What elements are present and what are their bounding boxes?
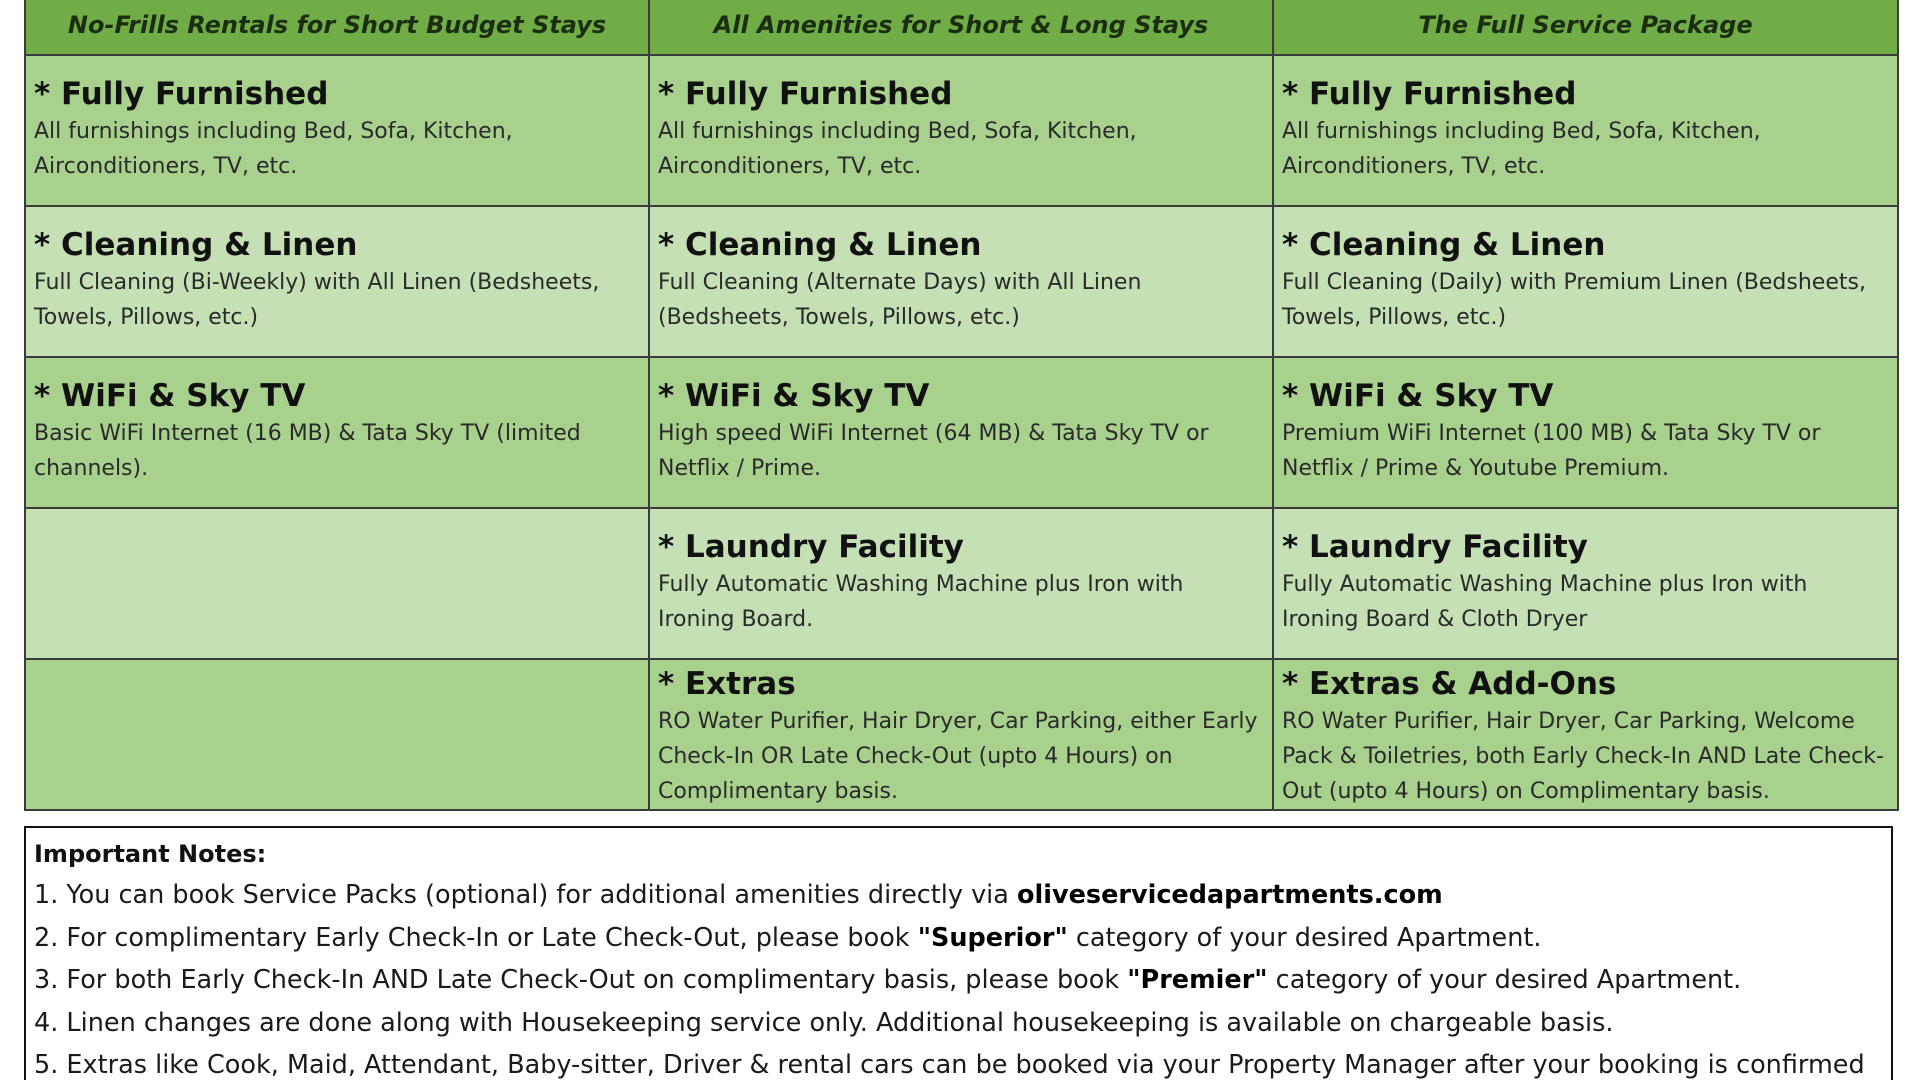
cell-description: RO Water Purifier, Hair Dryer, Car Parking, Welcome Pack & Toiletries, both Early Check-In AND Late Check-Out (upto 4 Hours) on Complimentary basis. <box>1282 709 1884 804</box>
note-emphasis: "Superior" <box>917 922 1068 953</box>
table-cell <box>25 206 649 357</box>
cell-description: All furnishings including Bed, Sofa, Kitchen, Airconditioners, TV, etc. <box>658 119 1137 179</box>
cell-title: * WiFi & Sky TV <box>34 378 306 414</box>
cell-description: RO Water Purifier, Hair Dryer, Car Parking, either Early Check-In OR Late Check-Out (upto 4 Hours) on Complimentary basis. <box>658 709 1258 804</box>
cell-title: * Cleaning & Linen <box>34 227 358 263</box>
table-row-furnished <box>25 55 1898 206</box>
column-header-no-frills: No-Frills Rentals for Short Budget Stays <box>25 0 649 55</box>
cell-description: Full Cleaning (Daily) with Premium Linen (Bedsheets, Towels, Pillows, etc.) <box>1282 270 1866 330</box>
table-cell <box>649 55 1273 206</box>
note-item-3 <box>34 959 1883 1002</box>
cell-title: * Laundry Facility <box>658 529 964 565</box>
cell-description: Full Cleaning (Alternate Days) with All Linen (Bedsheets, Towels, Pillows, etc.) <box>658 270 1142 330</box>
amenities-comparison-table <box>24 0 1899 811</box>
table-row-wifi <box>25 357 1898 508</box>
table-cell <box>1273 357 1898 508</box>
cell-title: * WiFi & Sky TV <box>658 378 930 414</box>
table-cell-empty <box>25 659 649 810</box>
column-header-all-amenities: All Amenities for Short & Long Stays <box>649 0 1273 55</box>
note-text: 3. For both Early Check-In AND Late Check-Out on complimentary basis, please book <box>34 965 1128 995</box>
note-text: category of your desired Apartment. <box>1267 965 1742 995</box>
cell-title: * Extras & Add-Ons <box>1282 666 1617 702</box>
important-notes-box <box>24 826 1893 1080</box>
cell-title: * WiFi & Sky TV <box>1282 378 1554 414</box>
cell-description: Basic WiFi Internet (16 MB) & Tata Sky TV (limited channels). <box>34 421 581 481</box>
cell-description: High speed WiFi Internet (64 MB) & Tata Sky TV or Netflix / Prime. <box>658 421 1209 481</box>
cell-description: Full Cleaning (Bi-Weekly) with All Linen (Bedsheets, Towels, Pillows, etc.) <box>34 270 600 330</box>
cell-description: Premium WiFi Internet (100 MB) & Tata Sky TV or Netflix / Prime & Youtube Premium. <box>1282 421 1821 481</box>
note-item-5 <box>34 1044 1883 1080</box>
cell-description: Fully Automatic Washing Machine plus Iron with Ironing Board & Cloth Dryer <box>1282 572 1808 632</box>
table-cell <box>1273 508 1898 659</box>
cell-title: * Cleaning & Linen <box>1282 227 1606 263</box>
table-header-row <box>25 0 1898 55</box>
cell-title: * Cleaning & Linen <box>658 227 982 263</box>
note-text: 1. You can book Service Packs (optional) for additional amenities directly via <box>34 880 1017 910</box>
table-cell <box>25 357 649 508</box>
note-item-1 <box>34 874 1883 917</box>
note-item-2 <box>34 917 1883 960</box>
cell-title: * Extras <box>658 666 796 702</box>
note-text: 5. Extras like Cook, Maid, Attendant, Baby-sitter, Driver & rental cars can be booked via your Property Manager after your booking is confirmed <box>34 1050 1865 1080</box>
table-cell <box>1273 206 1898 357</box>
table-cell <box>1273 55 1898 206</box>
table-row-extras <box>25 659 1898 810</box>
table-cell <box>1273 659 1898 810</box>
notes-title: Important Notes: <box>34 840 267 868</box>
table-cell <box>649 357 1273 508</box>
table-cell <box>649 659 1273 810</box>
note-emphasis: "Premier" <box>1127 965 1268 995</box>
note-text: 2. For complimentary Early Check-In or Late Check-Out, please book <box>34 922 918 953</box>
cell-title: * Fully Furnished <box>34 76 329 112</box>
cell-description: All furnishings including Bed, Sofa, Kitchen, Airconditioners, TV, etc. <box>1282 119 1761 179</box>
cell-description: All furnishings including Bed, Sofa, Kitchen, Airconditioners, TV, etc. <box>34 119 513 179</box>
note-website-link[interactable]: oliveservicedapartments.com <box>1016 880 1443 910</box>
note-item-4 <box>34 1002 1883 1045</box>
note-text: 4. Linen changes are done along with Housekeeping service only. Additional housekeeping is available on chargeable basis. <box>34 1007 1614 1038</box>
table-row-cleaning <box>25 206 1898 357</box>
table-row-laundry <box>25 508 1898 659</box>
table-cell-empty <box>25 508 649 659</box>
table-cell <box>649 206 1273 357</box>
table-cell <box>25 55 649 206</box>
column-header-full-service: The Full Service Package <box>1273 0 1898 55</box>
cell-title: * Laundry Facility <box>1282 529 1588 565</box>
cell-title: * Fully Furnished <box>658 76 953 112</box>
cell-title: * Fully Furnished <box>1282 76 1577 112</box>
table-cell <box>649 508 1273 659</box>
note-text: category of your desired Apartment. <box>1067 922 1542 953</box>
cell-description: Fully Automatic Washing Machine plus Iron with Ironing Board. <box>658 572 1184 632</box>
